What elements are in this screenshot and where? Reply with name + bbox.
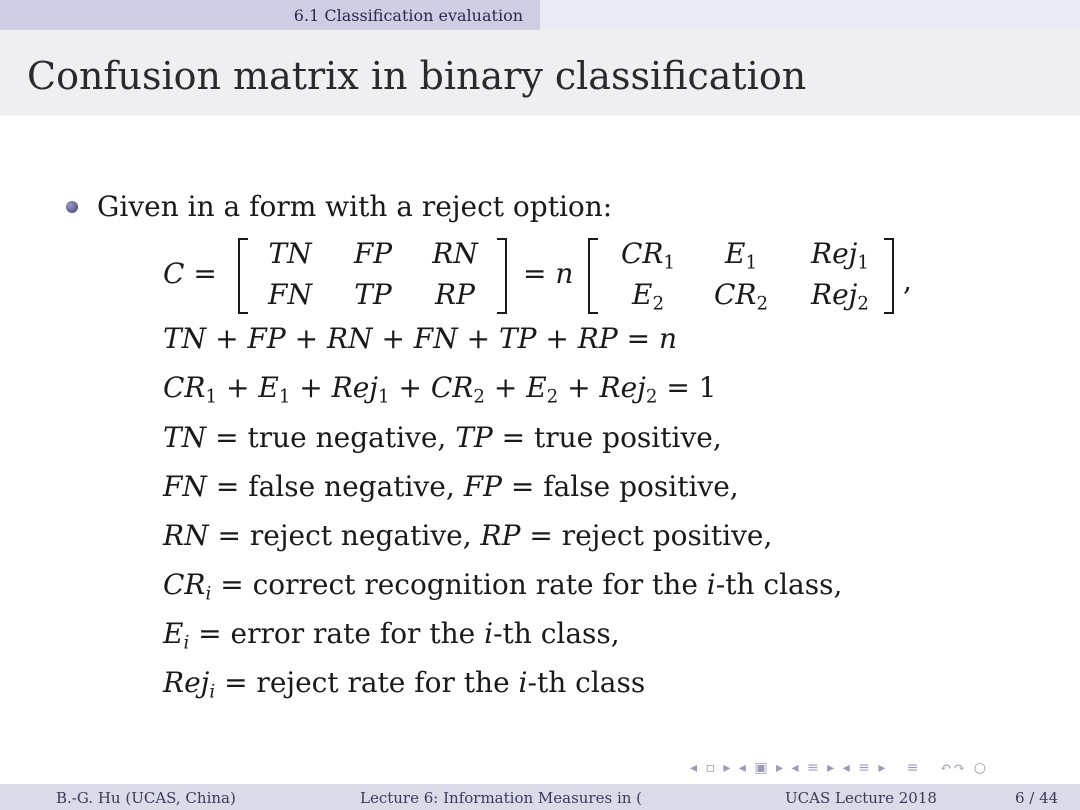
bullet-icon — [66, 201, 78, 213]
right-bracket — [884, 238, 894, 314]
rate-definition: $E_i$ = error rate for the i-th class, — [163, 617, 620, 654]
definition-line: TN = true negative, TP = true positive, — [163, 421, 722, 454]
rate-definition: $CR_i$ = correct recognition rate for the i-th class, — [163, 568, 843, 605]
matrix-cell: RN — [432, 237, 478, 270]
bullet-text: Given in a form with a reject option: — [97, 190, 613, 223]
rate-cell: $CR_1$ — [620, 237, 676, 274]
matrix-lhs: C = — [163, 257, 217, 290]
sum-rates-eq: $CR_1 + E_1 + Rej_1 + CR_2 + E_2 + Rej_2 = 1$ — [163, 371, 717, 408]
beamer-nav-icons[interactable]: ◂ ▫ ▸ ◂ ▣ ▸ ◂ ≡ ▸ ◂ ≡ ▸ ≡ ↶↷ ○ — [690, 760, 988, 776]
matrix-cell: TP — [354, 278, 392, 311]
definition-line: FN = false negative, FP = false positive, — [163, 470, 739, 503]
matrix-cell: RP — [435, 278, 475, 311]
rate-cell: Rej$_2$ — [811, 278, 869, 315]
page-number: 6 / 44 — [1015, 789, 1059, 807]
footer-author: B.-G. Hu (UCAS, China) — [56, 789, 236, 807]
rate-cell: $CR_2$ — [713, 278, 769, 315]
matrix-cell: TN — [268, 237, 312, 270]
slide-title: Confusion matrix in binary classification — [27, 54, 807, 98]
matrix-cell: FN — [268, 278, 312, 311]
section-label: 6.1 Classification evaluation — [293, 6, 523, 25]
section-nav[interactable] — [0, 0, 540, 30]
right-bracket — [497, 238, 507, 314]
title-bar — [0, 30, 1080, 115]
matrix-cell: FP — [353, 237, 393, 270]
footer-lecture: Lecture 6: Information Measures in ( — [360, 789, 643, 807]
times-n: = n — [523, 257, 574, 290]
rate-cell: Rej$_1$ — [811, 237, 869, 274]
rate-cell: $E_2$ — [631, 278, 665, 315]
footer-venue: UCAS Lecture 2018 — [785, 789, 937, 807]
rate-definition: Rej$_i$ = reject rate for the i-th class — [163, 666, 646, 703]
left-bracket — [588, 238, 598, 314]
matrix-comma: , — [903, 264, 912, 297]
sum-counts-eq: TN + FP + RN + FN + TP + RP = n — [163, 322, 677, 355]
rate-cell: $E_1$ — [724, 237, 758, 274]
definition-line: RN = reject negative, RP = reject positive, — [163, 519, 773, 552]
